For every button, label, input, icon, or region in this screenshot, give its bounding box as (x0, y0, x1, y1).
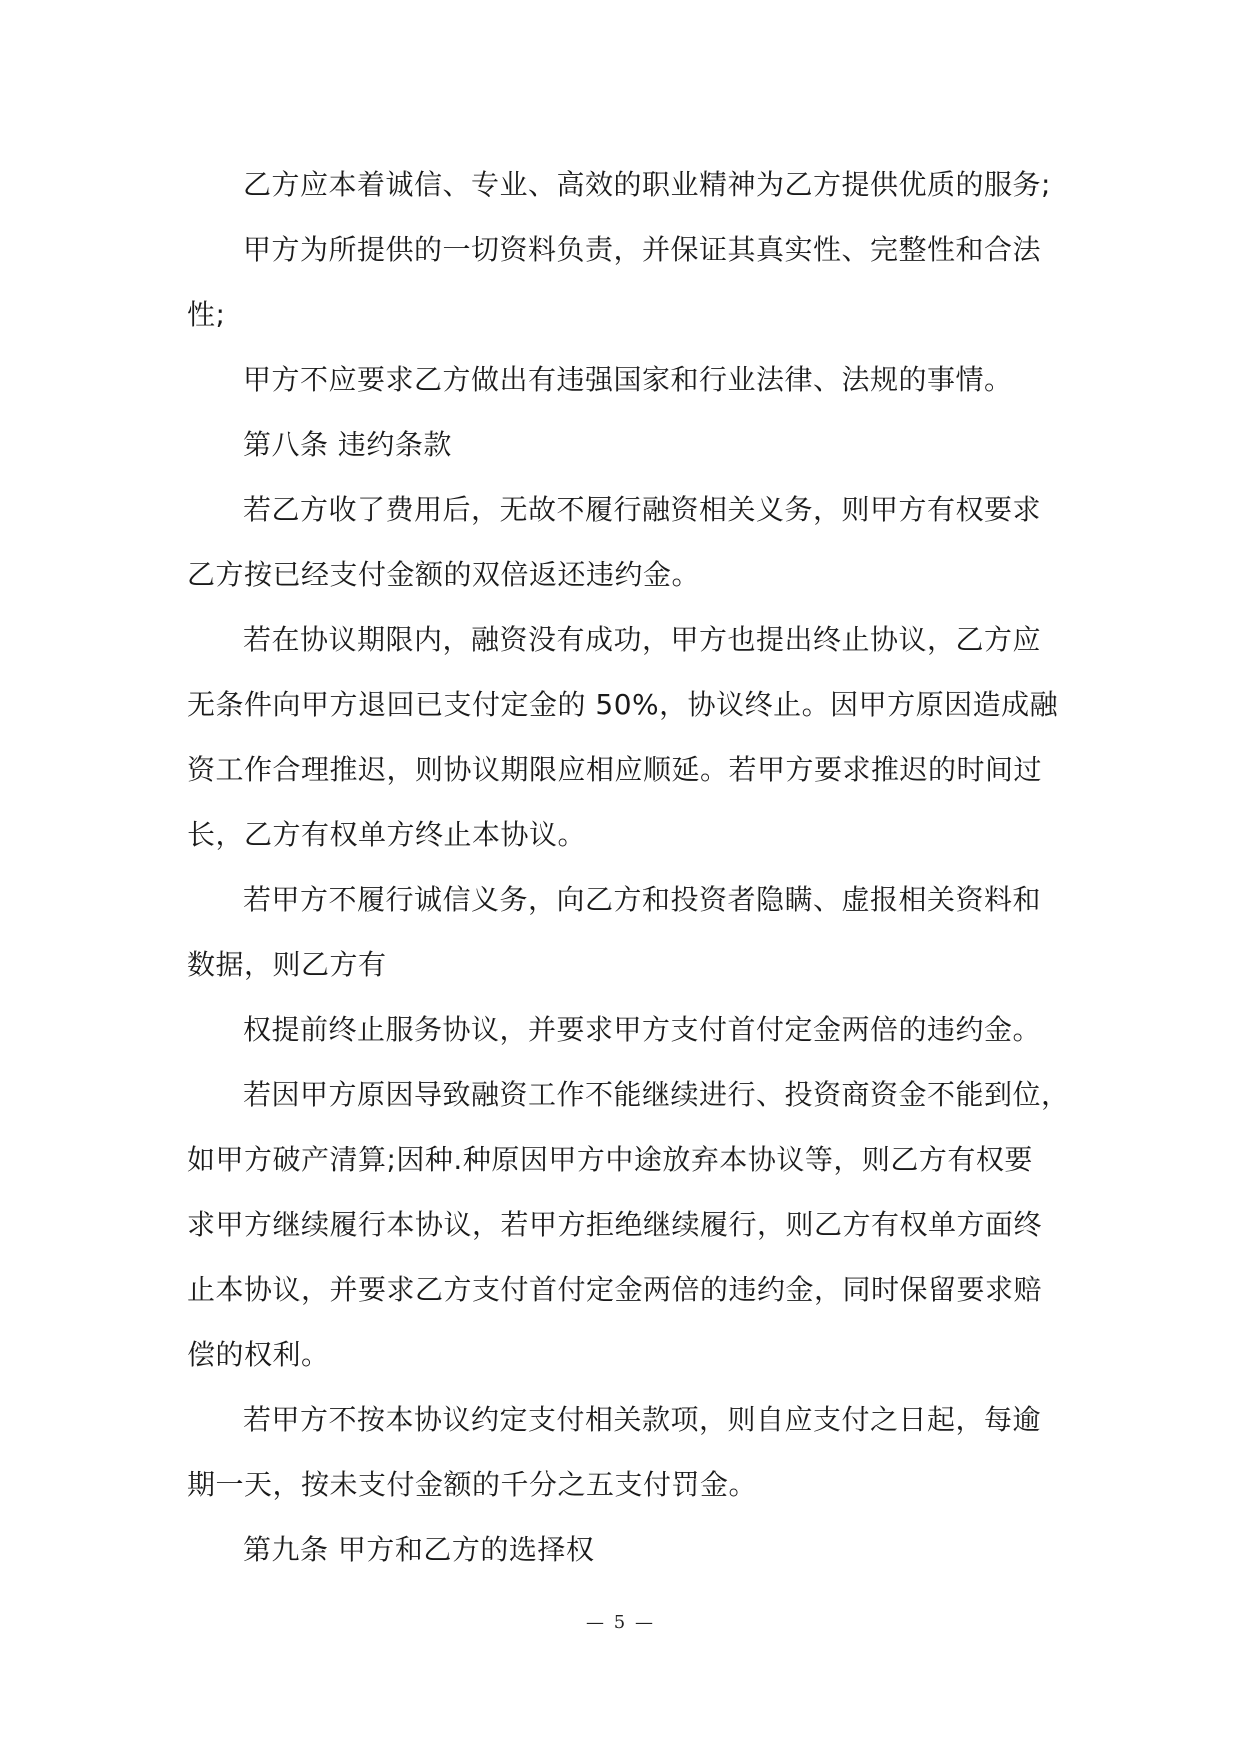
page-number: — 5 — (586, 1612, 655, 1633)
document-body (187, 152, 1070, 1582)
text-line: 若甲方不按本协议约定支付相关款项，则自应支付之日起，每逾 (243, 1403, 1042, 1436)
text-line: 数据，则乙方有 (187, 948, 387, 981)
text-line: 乙方应本着诚信、专业、高效的职业精神为乙方提供优质的服务; (243, 168, 1051, 201)
text-line: 长，乙方有权单方终止本协议。 (187, 818, 587, 851)
text-line: 止本协议，并要求乙方支付首付定金两倍的违约金，同时保留要求赔 (187, 1273, 1043, 1306)
section-heading: 第八条 违约条款 (243, 428, 452, 461)
text-line: 无条件向甲方退回已支付定金的 50%，协议终止。因甲方原因造成融 (187, 688, 1059, 721)
text-line: 若乙方收了费用后，无故不履行融资相关义务，则甲方有权要求 (243, 493, 1042, 526)
text-line: 权提前终止服务协议，并要求甲方支付首付定金两倍的违约金。 (243, 1013, 1042, 1046)
text-line: 若在协议期限内，融资没有成功，甲方也提出终止协议，乙方应 (243, 623, 1042, 656)
text-line: 甲方为所提供的一切资料负责，并保证其真实性、完整性和合法 (243, 233, 1042, 266)
text-line: 偿的权利。 (187, 1338, 330, 1371)
text-line: 若甲方不履行诚信义务，向乙方和投资者隐瞒、虚报相关资料和 (243, 883, 1042, 916)
text-line: 乙方按已经支付金额的双倍返还违约金。 (187, 558, 701, 591)
section-heading: 第九条 甲方和乙方的选择权 (243, 1533, 595, 1566)
text-line: 甲方不应要求乙方做出有违强国家和行业法律、法规的事情。 (243, 363, 1013, 396)
text-line: 期一天，按未支付金额的千分之五支付罚金。 (187, 1468, 758, 1501)
text-line: 求甲方继续履行本协议，若甲方拒绝继续履行，则乙方有权单方面终 (187, 1208, 1043, 1241)
text-line: 资工作合理推迟，则协议期限应相应顺延。若甲方要求推迟的时间过 (187, 753, 1043, 786)
text-line: 若因甲方原因导致融资工作不能继续进行、投资商资金不能到位， (243, 1078, 1070, 1111)
text-line: 性; (187, 298, 226, 331)
text-line: 如甲方破产清算;因种.种原因甲方中途放弃本协议等，则乙方有权要 (187, 1143, 1033, 1176)
